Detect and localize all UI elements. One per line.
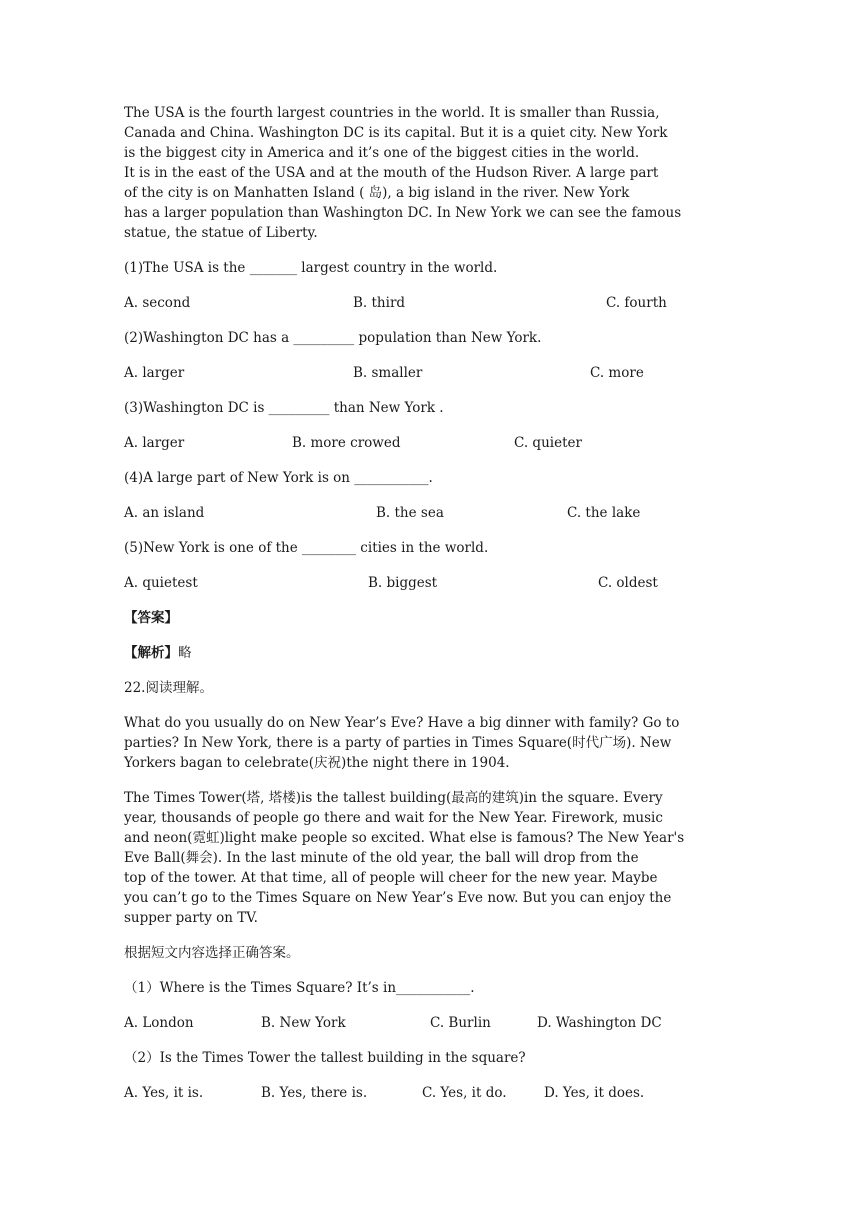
passage-line: Canada and China. Washington DC is its capital. But it is a quiet city. New York [124,125,668,141]
passage-line: and neon(霓虹)light make people so excited. What else is famous? The New Year's [124,830,685,846]
question-2-2-options [124,1083,744,1103]
analysis-text: 略 [178,645,192,661]
option-c: C. more [590,365,644,381]
option-b: B. Yes, there is. [261,1085,368,1101]
option-b: B. the sea [376,505,444,521]
option-d: D. Washington DC [537,1015,662,1031]
option-c: C. the lake [567,505,641,521]
question-5-stem: (5)New York is one of the ________ cities in the world. [124,540,489,556]
analysis-line [124,643,744,663]
question-4-stem: (4)A large part of New York is on ___________. [124,470,433,486]
passage-line: supper party on TV. [124,910,258,926]
passage-line: parties? In New York, there is a party of parties in Times Square(时代广场). New [124,735,672,751]
passage-2-paragraph-1 [124,713,744,773]
passage-line: The Times Tower(塔, 塔楼)is the tallest building(最高的建筑)in the square. Every [124,790,663,806]
question-4-options [124,503,744,523]
option-b: B. more crowed [292,435,401,451]
option-a: A. second [124,295,191,311]
question-1-options [124,293,744,313]
passage-line: is the biggest city in America and it’s one of the biggest cities in the world. [124,145,640,161]
answer-label: 【答案】 [124,610,178,626]
option-a: A. London [124,1015,194,1031]
option-b: B. smaller [353,365,423,381]
passage-line: statue, the statue of Liberty. [124,225,318,241]
question-2-1-stem: （1）Where is the Times Square? It’s in___________. [124,980,475,996]
passage-line: It is in the east of the USA and at the mouth of the Hudson River. A large part [124,165,659,181]
option-b: B. biggest [368,575,438,591]
question-2-1-options [124,1013,744,1033]
section-22-title: 22.阅读理解。 [124,680,213,696]
analysis-label: 【解析】 [124,645,178,661]
question-2-2-stem: （2）Is the Times Tower the tallest building in the square? [124,1050,526,1066]
question-5-options [124,573,744,593]
question-3-stem: (3)Washington DC is _________ than New York . [124,400,444,416]
passage-2-paragraph-2 [124,788,744,928]
question-2-options [124,363,744,383]
passage-line: of the city is on Manhatten Island ( 岛), a big island in the river. New York [124,185,630,201]
passage-line: you can’t go to the Times Square on New Year’s Eve now. But you can enjoy the [124,890,672,906]
instruction: 根据短文内容选择正确答案。 [124,945,300,961]
passage-line: What do you usually do on New Year’s Eve? Have a big dinner with family? Go to [124,715,680,731]
passage-1 [124,103,744,243]
passage-line: Eve Ball(舞会). In the last minute of the old year, the ball will drop from the [124,850,639,866]
option-c: C. quieter [514,435,582,451]
option-c: C. fourth [606,295,667,311]
passage-line: top of the tower. At that time, all of people will cheer for the new year. Maybe [124,870,658,886]
option-c: C. oldest [598,575,658,591]
passage-line: The USA is the fourth largest countries in the world. It is smaller than Russia, [124,105,660,121]
option-b: B. New York [261,1015,346,1031]
option-c: C. Burlin [430,1015,491,1031]
option-a: A. larger [124,365,185,381]
question-1-stem: (1)The USA is the _______ largest country in the world. [124,260,498,276]
option-d: D. Yes, it does. [544,1085,645,1101]
document-page [124,103,744,1103]
question-3-options [124,433,744,453]
passage-line: Yorkers bagan to celebrate(庆祝)the night there in 1904. [124,755,510,771]
option-a: A. an island [124,505,205,521]
passage-line: has a larger population than Washington DC. In New York we can see the famous [124,205,682,221]
option-c: C. Yes, it do. [422,1085,507,1101]
passage-line: year, thousands of people go there and wait for the New Year. Firework, music [124,810,663,826]
option-a: A. quietest [124,575,198,591]
option-b: B. third [353,295,406,311]
question-2-stem: (2)Washington DC has a _________ population than New York. [124,330,542,346]
option-a: A. Yes, it is. [124,1085,204,1101]
option-a: A. larger [124,435,185,451]
